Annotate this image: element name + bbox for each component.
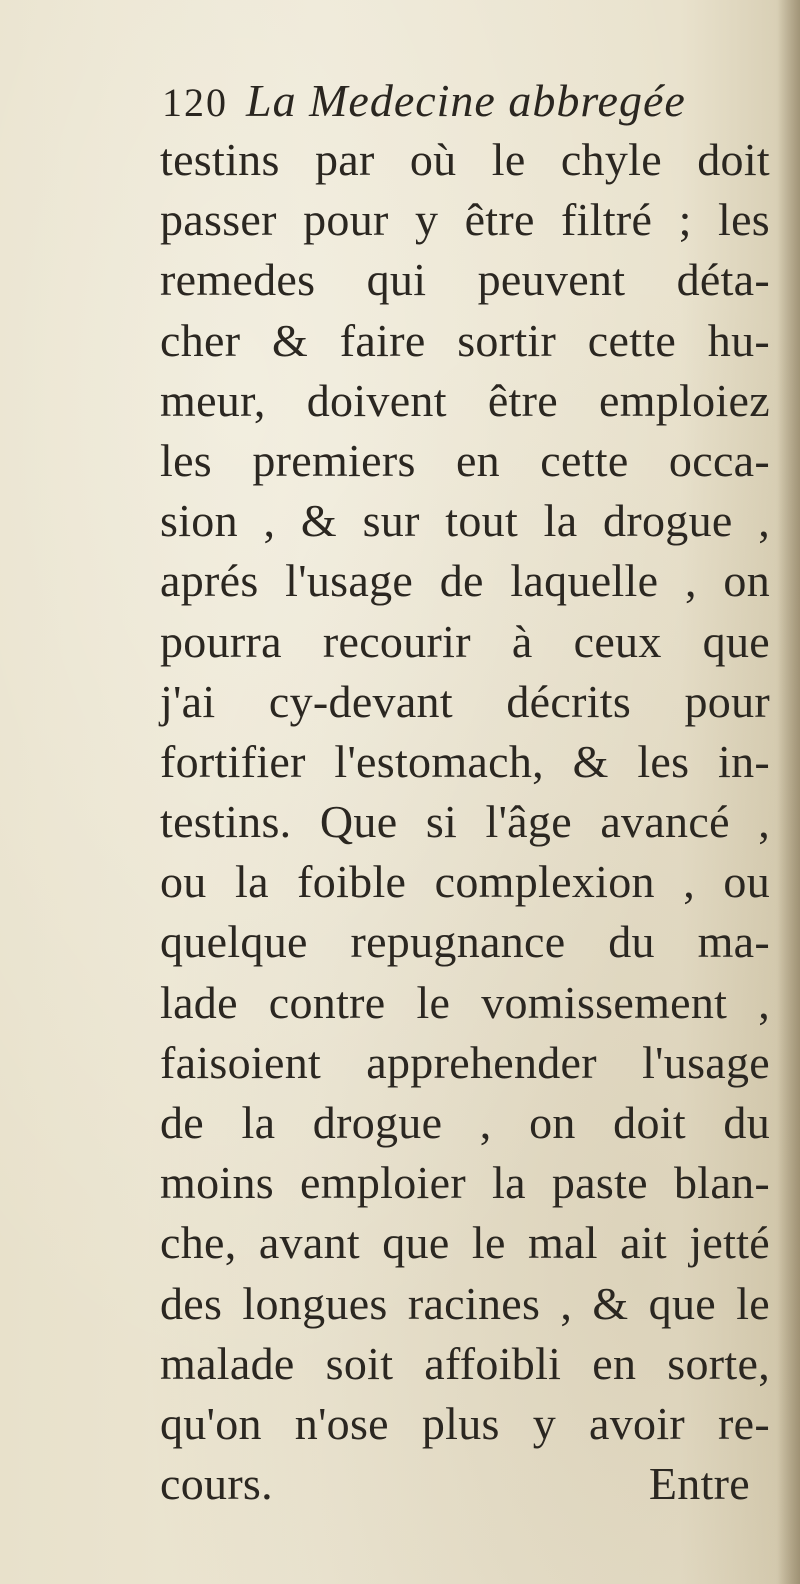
page-number: 120: [162, 80, 228, 125]
text-line: faisoient apprehender l'usage: [160, 1036, 770, 1088]
text-line: aprés l'usage de laquelle , on: [160, 555, 770, 607]
text-line: de la drogue , on doit du: [160, 1097, 770, 1148]
text-line: testins par où le chyle doit: [160, 134, 770, 185]
running-title: La Medecine abbregée: [246, 75, 686, 126]
text-line: j'ai cy-devant décrits pour: [160, 675, 770, 727]
text-line: quelque repugnance du ma-: [160, 916, 770, 968]
text-line: ou la foible complexion , ou: [160, 856, 770, 908]
text-line: che, avant que le mal ait jetté: [160, 1217, 770, 1269]
text-line: fortifier l'estomach, & les in-: [160, 735, 770, 787]
text-line: moins emploier la paste blan-: [160, 1157, 770, 1209]
text-line: lade contre le vomissement ,: [160, 976, 770, 1028]
page-header: [162, 74, 762, 134]
catchword: Entre: [648, 1458, 750, 1510]
final-line: [160, 1454, 750, 1514]
text-line: passer pour y être filtré ; les: [160, 194, 770, 246]
text-line: cher & faire sortir cette hu-: [160, 314, 770, 366]
text-line: meur, doivent être emploiez: [160, 374, 770, 426]
text-line: les premiers en cette occa-: [160, 434, 770, 486]
text-line: qu'on n'ose plus y avoir re-: [160, 1397, 770, 1449]
page-edge-shadow: [778, 0, 800, 1584]
text-line: des longues racines , & que le: [160, 1277, 770, 1329]
final-line-text: cours.: [160, 1458, 273, 1510]
text-line: sion , & sur tout la drogue ,: [160, 495, 770, 547]
body-text: [160, 130, 770, 1514]
text-line: malade soit affoibli en sorte,: [160, 1337, 770, 1389]
text-line: remedes qui peuvent déta-: [160, 254, 770, 306]
text-line: pourra recourir à ceux que: [160, 615, 770, 667]
text-line: testins. Que si l'âge avancé ,: [160, 796, 770, 848]
